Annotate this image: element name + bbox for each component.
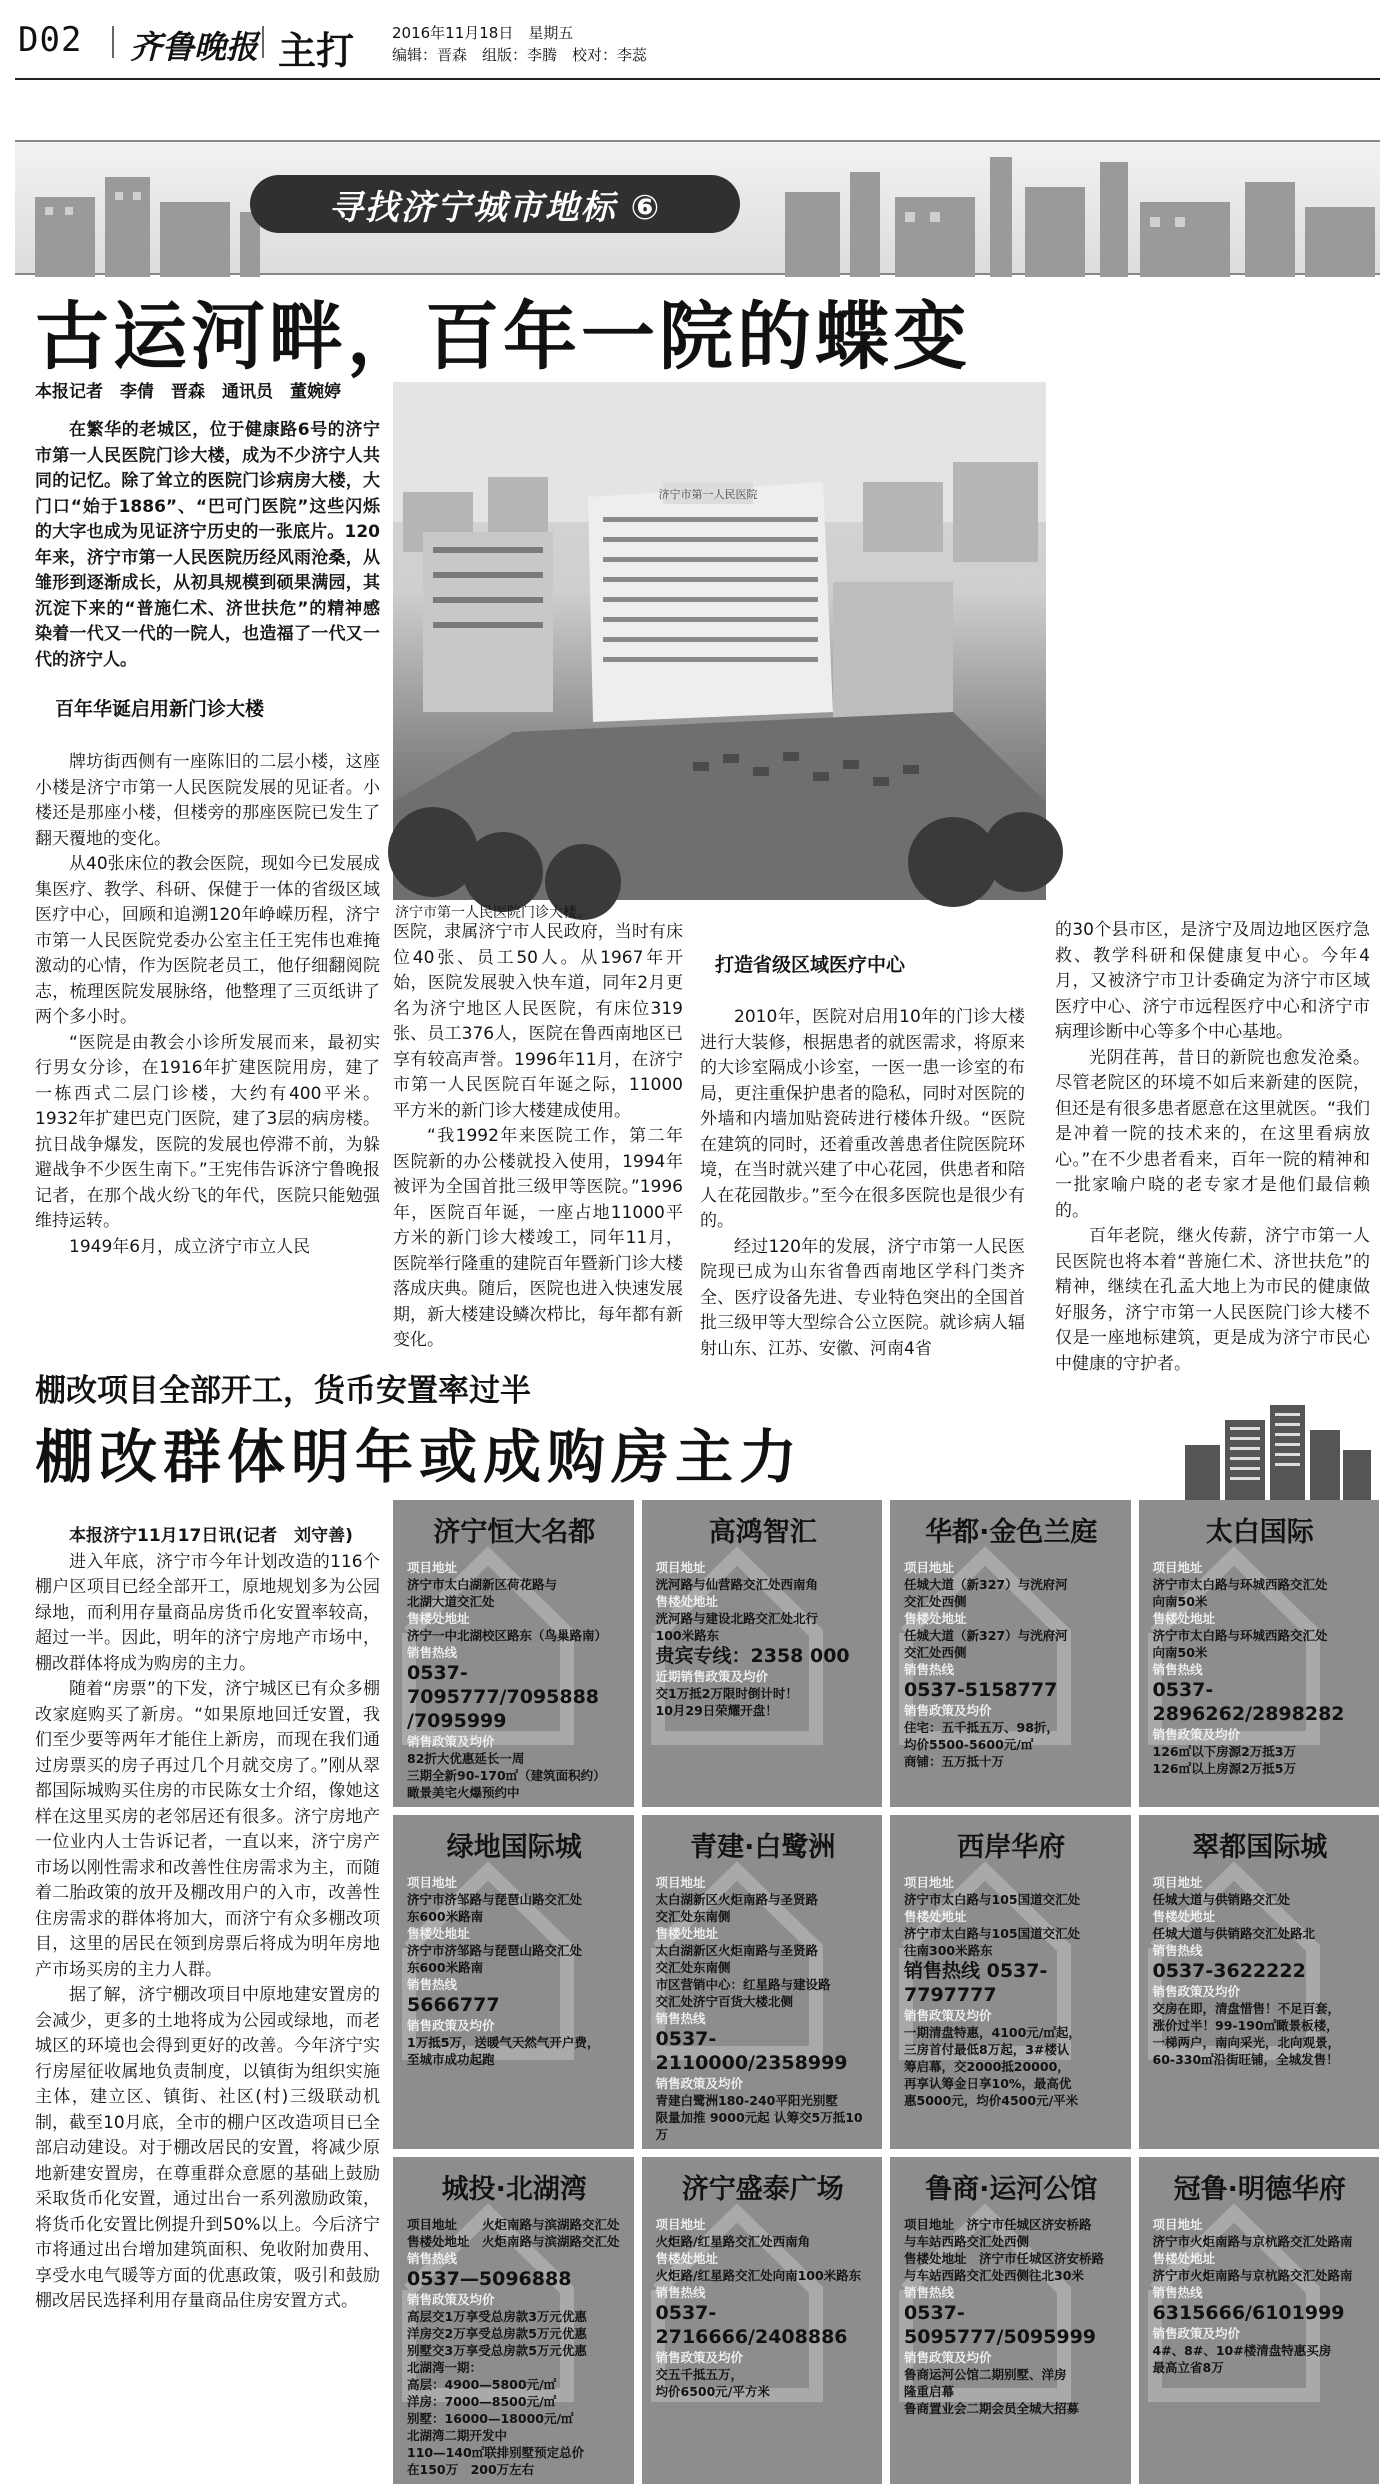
info-label: 近期销售政策及均价 xyxy=(655,1669,769,1684)
sales-hotline: 0537-2110000/2358999 xyxy=(655,2028,848,2074)
info-label: 售楼处地址 xyxy=(1152,2251,1216,2266)
property-listings-grid xyxy=(393,1500,1379,2477)
sales-hotline: 0537-5095777/5095999 xyxy=(904,2302,1097,2348)
property-info xyxy=(1153,1559,1368,1777)
info-text: 再享认筹金日享10%，最高优 xyxy=(904,2076,1072,2091)
info-label: 项目地址 xyxy=(1152,1875,1203,1890)
sales-hotline: 贵宾专线：2358 000 xyxy=(655,1645,850,1667)
property-info xyxy=(407,2216,622,2478)
property-name: 翠都国际城 xyxy=(1192,1832,1328,1863)
body-column-3: 2010年，医院对启用10年的门诊大楼进行大装修，根据患者的就医需求，将原来的大诊室隔成小诊室，一医一患一诊室的布局，更注重保护患者的隐私，同时对医院的外墙和内墙加贴瓷砖进行楼体升级。“医院在建筑的同时，还着重改善患者住院医院环境，在当时就兴建了中心花园，供患者和陪人在花园散步。”至今在很多医院也是很少有的。 经过120年的发展，济宁市第一人民医院现已成为山东省鲁西南地区学科门类齐全、医疗设备先进、专业特色突出的全国首批三级甲等大型综合公立医院。就诊病人辐射山东、江苏、安徽、河南4省 xyxy=(700,1007,1025,1359)
info-text: 济宁市太白湖新区荷花路与 xyxy=(407,1577,558,1592)
property-card xyxy=(890,1500,1131,1807)
info-text: 太白湖新区火炬南路与圣贤路 xyxy=(655,1892,819,1907)
building-sign: 济宁市第一人民医院 xyxy=(658,488,758,501)
property-card xyxy=(393,1500,634,1807)
property-card xyxy=(393,1815,634,2149)
info-text: 4#、8#、10#楼清盘特惠买房 xyxy=(1152,2343,1332,2358)
info-label: 售楼处地址 xyxy=(407,1611,470,1626)
sales-hotline: /7095999 xyxy=(407,1710,507,1732)
info-text: 60-330㎡沿街旺铺，全城发售！ xyxy=(1152,2052,1339,2067)
property-info xyxy=(1153,2216,1368,2376)
info-text: 北湖湾一期： xyxy=(407,2360,483,2375)
info-text: 青建白鹭洲180-240平阳光别墅 xyxy=(655,2093,838,2108)
sales-hotline: 6315666/6101999 xyxy=(1152,2302,1345,2324)
info-label: 销售政策及均价 xyxy=(904,2008,992,2023)
info-label: 销售热线 xyxy=(1152,1943,1203,1958)
info-text: 济宁市济邹路与琵琶山路交汇处 xyxy=(407,1892,583,1907)
info-text: 洋房：7000—8500元/㎡ xyxy=(407,2394,557,2409)
property-info xyxy=(656,1874,871,2143)
info-text: 济宁市太白路与105国道交汇处 xyxy=(904,1892,1081,1907)
info-text: 交汇处东南侧 xyxy=(655,1909,731,1924)
info-text: 往南300米路东 xyxy=(904,1943,993,1958)
info-label: 销售政策及均价 xyxy=(655,2350,744,2365)
info-label: 销售热线 xyxy=(407,1645,458,1660)
divider xyxy=(112,26,114,58)
info-text: 火炬路/红星路交汇处向南100米路东 xyxy=(655,2268,862,2283)
info-text: 北湖大道交汇处 xyxy=(407,1594,495,1609)
info-label: 售楼处地址 xyxy=(1152,1611,1216,1626)
info-label: 项目地址 xyxy=(655,1875,706,1890)
info-text: 济宁市太白路与环城西路交汇处 xyxy=(1152,1628,1328,1643)
info-text: 交汇处济宁百货大楼北侧 xyxy=(655,1994,794,2009)
divider xyxy=(262,26,264,58)
property-name: 华都·金色兰庭 xyxy=(925,1517,1098,1548)
info-text: 一梯两户，南向采光，北向观景， xyxy=(1152,2035,1341,2050)
headline-2: 棚改群体明年或成购房主力 xyxy=(35,1423,804,1491)
property-card xyxy=(642,1500,883,1807)
info-label: 售楼处地址 xyxy=(407,1926,470,1941)
building-icon xyxy=(1175,1405,1375,1500)
header-rule xyxy=(15,78,1380,80)
property-card xyxy=(890,2157,1131,2484)
subheading: 打造省级区域医疗中心 xyxy=(715,954,906,976)
staff-credits: 编辑：晋森 组版：李腾 校对：李蕊 xyxy=(392,46,648,64)
info-text: 瞰景美宅火爆预约中 xyxy=(407,1785,520,1800)
info-text: 与车站西路交汇处西侧 xyxy=(904,2234,1030,2249)
info-text: 限量加推 9000元起 认筹交5万抵10万 xyxy=(655,2110,863,2142)
info-text: 鲁商运河公馆二期别墅、洋房 xyxy=(904,2367,1067,2382)
info-text: 济宁市太白路与环城西路交汇处 xyxy=(1152,1577,1328,1592)
info-text: 均价5500-5600元/㎡ xyxy=(904,1737,1034,1752)
info-text: 济宁市济邹路与琵琶山路交汇处 xyxy=(407,1943,583,1958)
info-label: 销售热线 xyxy=(904,2285,955,2300)
info-label: 销售政策及均价 xyxy=(904,2350,992,2365)
property-name: 绿地国际城 xyxy=(446,1832,582,1863)
info-label: 售楼处地址 xyxy=(655,2251,719,2266)
info-text: 高层：4900—5800元/㎡ xyxy=(407,2377,557,2392)
subheadline: 棚改项目全部开工，货币安置率过半 xyxy=(35,1373,531,1409)
property-info xyxy=(904,1559,1119,1770)
info-text: 涨价过半！99-190㎡瞰景板楼， xyxy=(1152,2018,1339,2033)
info-text: 济宁市太白路与105国道交汇处 xyxy=(904,1926,1081,1941)
info-text: 市区营销中心：红星路与建设路 xyxy=(655,1977,831,1992)
property-name: 济宁盛泰广场 xyxy=(681,2174,844,2205)
info-text: 太白湖新区火炬南路与圣贤路 xyxy=(655,1943,819,1958)
info-text: 项目地址 济宁市任城区济安桥路 xyxy=(904,2217,1092,2232)
hospital-building-illustration xyxy=(393,382,1046,900)
body-column-2: 医院，隶属济宁市人民政府，当时有床位40张、员工50人。从1967年开始，医院发展驶入快车道，同年2月更名为济宁地区人民医院，有床位319张、员工376人，医院在鲁西南地区已享有较高声誉。1996年11月，在济宁市第一人民医院百年诞之际，11000平方米的新门诊大楼建成使用。 “我1992年来医院工作，第二年医院新的办公楼就投入使用，1994年被评为全国首批三级甲等医院。”1996年，医院百年诞，一座占地11000平方米的新门诊大楼竣工，同年11月，医院举行隆重的建院百年暨新门诊大楼落成庆典。随后，医院也进入快速发展期，新大楼建设鳞次栉比，每年都有新变化。 xyxy=(393,922,683,1350)
info-text: 售楼处地址 济宁市任城区济安桥路 xyxy=(904,2251,1105,2266)
info-text: 济宁市火炬南路与京杭路交汇处路南 xyxy=(1152,2234,1353,2249)
property-name: 高鸿智汇 xyxy=(708,1517,817,1548)
sales-hotline: 5666777 xyxy=(407,1994,500,2016)
info-text: 82折大优惠延长一周 xyxy=(407,1751,525,1766)
body-column-1: 牌坊街西侧有一座陈旧的二层小楼，这座小楼是济宁市第一人民医院发展的见证者。小楼还是那座小楼，但楼旁的那座医院已发生了翻天覆地的变化。 从40张床位的教会医院，现如今已发展成集医疗、教学、科研、保健于一体的省级区域医疗中心，回顾和追溯120年峥嵘历程，济宁市第一人民医院党委办公室主任王宪伟也难掩激动的心情，作为医院老员工，他仔细翻阅院志，梳理医院发展脉络，他整理了三页纸讲了两个多小时。 “医院是由教会小诊所发展而来，最初实行男女分诊，在1916年扩建医院用房，建了一栋西式二层门诊楼，大约有400平米。1932年扩建巴克门医院，建了3层的病房楼。抗日战争爆发，医院的发展也停滞不前，为躲避战争不少医生南下。”王宪伟告诉济宁鲁晚报记者，在那个战火纷飞的年代，医院只能勉强维持运转。 1949年6月，成立济宁市立人民 xyxy=(35,752,380,1257)
info-text: 任城大道与供销路交汇处 xyxy=(1152,1892,1291,1907)
info-label: 销售政策及均价 xyxy=(1152,1727,1241,1742)
info-label: 项目地址 xyxy=(407,1560,458,1575)
sales-hotline: 0537-3622222 xyxy=(1152,1960,1306,1982)
info-label: 销售热线 xyxy=(407,2251,458,2266)
info-text: 三期全新90-170㎡（建筑面积约） xyxy=(407,1768,606,1783)
info-label: 项目地址 xyxy=(655,1560,706,1575)
property-info xyxy=(1153,1874,1368,2068)
info-label: 销售政策及均价 xyxy=(655,2076,744,2091)
info-text: 交房在即，清盘惜售！不足百套， xyxy=(1152,2001,1341,2016)
property-card xyxy=(642,1815,883,2149)
property-card xyxy=(890,1815,1131,2149)
sales-hotline: 0537-5158777 xyxy=(904,1679,1058,1701)
info-label: 销售政策及均价 xyxy=(407,2018,495,2033)
info-text: 洋房交2万享受总房款5万元优惠 xyxy=(407,2326,587,2341)
housing-article-body: 本报济宁11月17日讯(记者 刘守善) 进入年底，济宁市今年计划改造的116个棚户区项目已经全部开工，原地规划多为公园绿地，而利用存量商品房货币化安置率较高，超过一半。因此，明年的济宁房地产市场中，棚改群体将成为购房的主力。 随着“房票”的下发，济宁城区已有众多棚改家庭购买了新房。“如果原地回迁安置，我们至少要等两年才能住上新房，而现在我们通过房票买的房子再过几个月就交房了。”刚从翠都国际城购买住房的市民陈女士介绍，像她这样在这里买房的老邻居还有很多。济宁房地产一位业内人士告诉记者，一直以来，济宁房产市场以刚性需求和改善性住房需求为主，而随着二胎政策的放开及棚改用户的入市，改善性住房需求的群体将加大，而济宁有众多棚改项目，这里的居民在领到房票后将成为明年房地产市场买房的主力人群。 据了解，济宁棚改项目中原地建安置房的会减少，更多的土地将成为公园或绿地，而老城区的环境也会得到更好的改善。今年济宁实行房屋征收属地负责制度，以镇街为组织实施主体，建立区、镇街、社区(村)三级联动机制，截至10月底，全市的棚户区改造项目已全部启动建设。对于棚改居民的安置，将减少原地新建安置房，在尊重群众意愿的基础上鼓励采取货币化安置，通过出台一系列激励政策，将货币化安置比例提升到50%以上。今后济宁市将通过出台增加建筑面积、免收附加费用、享受水电气暖等方面的优惠政策，吸引和鼓励棚改居民选择利用存量商品住房安置方式。 xyxy=(35,1526,380,2311)
info-text: 住宅：五千抵五万、98折， xyxy=(904,1720,1059,1735)
info-label: 项目地址 xyxy=(1152,1560,1203,1575)
info-text: 售楼处地址 火炬南路与滨湖路交汇处 xyxy=(407,2234,620,2249)
info-label: 售楼处地址 xyxy=(904,1909,967,1924)
info-label: 项目地址 xyxy=(407,1875,458,1890)
info-text: 向南50米 xyxy=(1152,1645,1208,1660)
sales-hotline: 0537-7095777/7095888 xyxy=(407,1662,600,1708)
page-number: D02 xyxy=(18,20,83,60)
info-text: 交1万抵2万限时倒计时！ xyxy=(655,1686,798,1701)
info-text: 任城大道（新327）与洸府河 xyxy=(904,1577,1068,1592)
info-text: 筹启幕，交2000抵20000， xyxy=(904,2059,1070,2074)
newspaper-logo: 齐鲁晚报 xyxy=(130,28,259,66)
info-text: 交汇处西侧 xyxy=(904,1594,967,1609)
info-label: 销售热线 xyxy=(407,1977,458,1992)
info-text: 交汇处东南侧 xyxy=(655,1960,731,1975)
info-text: 任城大道（新327）与洸府河 xyxy=(904,1628,1068,1643)
info-text: 隆重启幕 xyxy=(904,2384,955,2399)
info-text: 别墅交3万享受总房款5万元优惠 xyxy=(407,2343,587,2358)
property-info xyxy=(656,2216,871,2400)
info-text: 110—140㎡联排别墅预定总价 xyxy=(407,2445,585,2460)
info-text: 高层交1万享受总房款3万元优惠 xyxy=(407,2309,587,2324)
info-text: 与车站西路交汇处西侧往北30米 xyxy=(904,2268,1084,2283)
info-text: 三房首付最低8万起，3#楼认 xyxy=(904,2042,1070,2057)
info-label: 销售热线 xyxy=(655,2011,706,2026)
property-name: 鲁商·运河公馆 xyxy=(925,2174,1098,2205)
info-label: 销售政策及均价 xyxy=(1152,2326,1241,2341)
info-text: 济宁一中北湖校区路东（鸟巢路南） xyxy=(407,1628,608,1643)
property-info xyxy=(904,2216,1119,2417)
info-label: 销售政策及均价 xyxy=(407,1734,495,1749)
property-name: 西岸华府 xyxy=(957,1832,1066,1863)
info-text: 济宁市火炬南路与京杭路交汇处路南 xyxy=(1152,2268,1353,2283)
info-label: 销售政策及均价 xyxy=(1152,1984,1241,1999)
hospital-photo xyxy=(393,382,1046,900)
info-text: 100米路东 xyxy=(655,1628,720,1643)
body-column-4: 的30个县市区，是济宁及周边地区医疗急救、教学科研和保健康复中心。今年4月，又被济宁市卫计委确定为济宁市区域医疗中心、济宁市远程医疗中心和济宁市病理诊断中心等多个中心基地。 光阴荏苒，昔日的新院也愈发沧桑。尽管老院区的环境不如后来新建的医院，但还是有很多患者愿意在这里就医。“我们是冲着一院的技术来的，在这里看病放心。”在不少患者看来，百年一院的精神和一批家喻户晓的老专家才是他们最信赖的。 百年老院，继火传薪，济宁市第一人民医院也将本着“普施仁术、济世扶危”的精神，继续在孔孟大地上为市民的健康做好服务，济宁市第一人民医院门诊大楼不仅是一座地标建筑，更是成为济宁市民心中健康的守护者。 xyxy=(1055,920,1370,1374)
info-text: 北湖湾二期开发中 xyxy=(407,2428,508,2443)
headline: 古运河畔，百年一院的蝶变 xyxy=(35,294,971,380)
info-label: 项目地址 xyxy=(1152,2217,1203,2232)
info-text: 至城市成功起跑 xyxy=(407,2052,495,2067)
property-info xyxy=(904,1874,1119,2109)
info-text: 东600米路南 xyxy=(407,1960,484,1975)
property-card xyxy=(1139,1815,1380,2149)
info-text: 10月29日荣耀开盘！ xyxy=(655,1703,778,1718)
info-text: 任城大道与供销路交汇处路北 xyxy=(1152,1926,1316,1941)
sales-hotline: 0537-2716666/2408886 xyxy=(655,2302,848,2348)
sales-hotline: 0537-2896262/2898282 xyxy=(1152,1679,1345,1725)
info-text: 126㎡以下房源2万抵3万 xyxy=(1152,1744,1296,1759)
info-label: 销售热线 xyxy=(655,2285,706,2300)
info-text: 1万抵5万，送暖气天然气开户费， xyxy=(407,2035,600,2050)
info-text: 洸河路与仙营路交汇处西南角 xyxy=(655,1577,819,1592)
section-title: 主打 xyxy=(278,29,355,73)
info-text: 鲁商置业会二期会员全城大招募 xyxy=(904,2401,1080,2416)
photo-caption: 济宁市第一人民医院门诊大楼。 xyxy=(395,905,591,921)
info-label: 销售热线 xyxy=(1152,1662,1203,1677)
info-label: 项目地址 xyxy=(904,1875,955,1890)
series-title: 寻找济宁城市地标 ⑥ xyxy=(250,175,740,233)
byline: 本报记者 李倩 晋森 通讯员 董婉婷 xyxy=(35,382,341,402)
property-name: 济宁恒大名都 xyxy=(433,1517,596,1548)
subheading: 百年华诞启用新门诊大楼 xyxy=(55,698,265,720)
property-name: 青建·白鹭洲 xyxy=(690,1832,836,1863)
sales-hotline: 0537—5096888 xyxy=(407,2268,572,2290)
issue-date: 2016年11月18日 星期五 xyxy=(392,24,574,42)
info-text: 洸河路与建设北路交汇处北行 xyxy=(655,1611,819,1626)
info-text: 商铺：五万抵十万 xyxy=(904,1754,1005,1769)
property-card xyxy=(642,2157,883,2484)
info-text: 均价6500元/平方米 xyxy=(655,2384,770,2399)
info-label: 销售政策及均价 xyxy=(407,2292,495,2307)
property-card xyxy=(1139,1500,1380,1807)
info-label: 售楼处地址 xyxy=(655,1594,719,1609)
info-text: 项目地址 火炬南路与滨湖路交汇处 xyxy=(407,2217,620,2232)
info-text: 126㎡以上房源2万抵5万 xyxy=(1152,1761,1296,1776)
info-text: 向南50米 xyxy=(1152,1594,1208,1609)
property-name: 冠鲁·明德华府 xyxy=(1173,2174,1346,2205)
dateline xyxy=(392,22,647,66)
sales-hotline: 销售热线 0537-7797777 xyxy=(904,1960,1048,2006)
property-info xyxy=(407,1874,622,2068)
lead-paragraph: 在繁华的老城区，位于健康路6号的济宁市第一人民医院门诊大楼，成为不少济宁人共同的记忆。除了耸立的医院门诊病房大楼，大门口“始于1886”、“巴可门医院”这些闪烁的大字也成为见证济宁历史的一张底片。120年来，济宁市第一人民医院历经风雨沧桑，从雏形到逐渐成长，从初具规模到硕果满园，其沉淀下来的“普施仁术、济世扶危”的精神感染着一代又一代的一院人，也造福了一代又一代的济宁人。 xyxy=(35,420,380,670)
property-card xyxy=(393,2157,634,2484)
property-info xyxy=(656,1559,871,1719)
info-label: 项目地址 xyxy=(904,1560,955,1575)
info-label: 售楼处地址 xyxy=(655,1926,719,1941)
property-name: 城投·北湖湾 xyxy=(441,2174,587,2205)
property-info xyxy=(407,1559,622,1801)
info-label: 销售政策及均价 xyxy=(904,1703,992,1718)
property-name: 太白国际 xyxy=(1205,1517,1314,1548)
info-label: 项目地址 xyxy=(655,2217,706,2232)
info-label: 售楼处地址 xyxy=(1152,1909,1216,1924)
info-text: 一期清盘特惠，4100元/㎡起， xyxy=(904,2025,1081,2040)
property-card xyxy=(1139,2157,1380,2484)
info-text: 东600米路南 xyxy=(407,1909,484,1924)
info-text: 交五千抵五万， xyxy=(655,2367,744,2382)
info-text: 别墅：16000—18000元/㎡ xyxy=(407,2411,574,2426)
info-text: 交汇处西侧 xyxy=(904,1645,967,1660)
info-text: 在150万 200万左右 xyxy=(407,2462,535,2477)
info-text: 火炬路/红星路交汇处西南角 xyxy=(655,2234,811,2249)
info-label: 销售热线 xyxy=(904,1662,955,1677)
info-text: 最高立省8万 xyxy=(1152,2360,1224,2375)
info-text: 惠5000元，均价4500元/平米 xyxy=(904,2093,1079,2108)
info-label: 销售热线 xyxy=(1152,2285,1203,2300)
info-label: 售楼处地址 xyxy=(904,1611,967,1626)
